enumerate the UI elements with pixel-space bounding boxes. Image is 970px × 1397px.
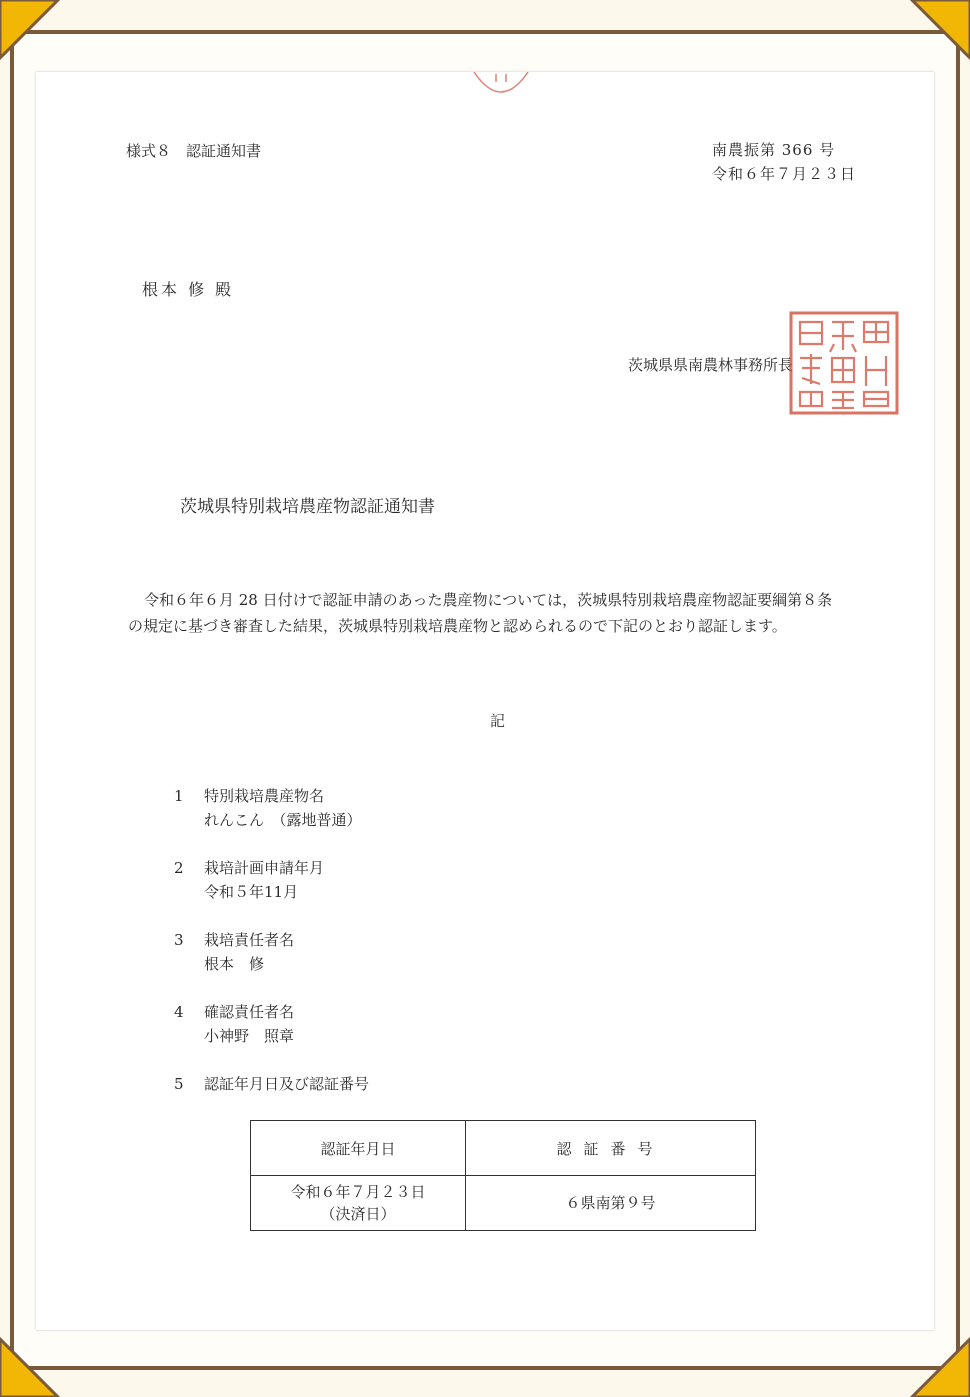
item-number: 5 bbox=[174, 1075, 184, 1093]
issue-date: 令和６年７月２３日 bbox=[712, 165, 857, 183]
table-header-row bbox=[251, 1121, 756, 1176]
item-number: 2 bbox=[174, 859, 184, 877]
corner-ornament-icon bbox=[910, 0, 970, 60]
sender-office: 茨城県県南農林事務所長 bbox=[628, 356, 794, 374]
body-line: 令和６年６月 28 日付けで認証申請のあった農産物については，茨城県特別栽培農産物認証要綱第８条 bbox=[144, 591, 833, 609]
header-cell-date: 認証年月日 bbox=[251, 1121, 466, 1176]
item-number: 4 bbox=[174, 1003, 184, 1021]
certification-table bbox=[250, 1120, 756, 1231]
partial-seal-icon bbox=[466, 72, 536, 98]
date-note: （決済日） bbox=[320, 1205, 396, 1223]
item-label: 確認責任者名 bbox=[204, 1003, 295, 1021]
item-value: れんこん （露地普通） bbox=[204, 811, 362, 829]
item-label: 栽培責任者名 bbox=[204, 931, 295, 949]
item-label: 認証年月日及び認証番号 bbox=[204, 1075, 370, 1093]
table-row bbox=[251, 1176, 756, 1231]
reference-number: 南農振第 366 号 bbox=[712, 141, 836, 159]
item-value: 小神野 照章 bbox=[204, 1027, 295, 1045]
item-number: 1 bbox=[174, 787, 184, 805]
cell-number: ６県南第９号 bbox=[466, 1176, 756, 1231]
body-text bbox=[128, 587, 888, 639]
list-item bbox=[174, 856, 324, 904]
list-item bbox=[174, 784, 362, 832]
date-value: 令和６年７月２３日 bbox=[290, 1183, 426, 1201]
corner-ornament-icon bbox=[0, 0, 60, 60]
list-item bbox=[174, 928, 294, 976]
list-item bbox=[174, 1000, 294, 1048]
body-line: の規定に基づき審査した結果，茨城県特別栽培農産物と認められるので下記のとおり認証します。 bbox=[128, 617, 787, 635]
form-label: 様式８ 認証通知書 bbox=[126, 142, 262, 160]
corner-ornament-icon bbox=[0, 1337, 60, 1397]
header-cell-number: 認証番号 bbox=[466, 1121, 756, 1176]
item-label: 栽培計画申請年月 bbox=[204, 859, 325, 877]
ki-heading: 記 bbox=[490, 712, 506, 730]
official-seal-icon bbox=[788, 310, 900, 416]
corner-ornament-icon bbox=[910, 1337, 970, 1397]
document-title: 茨城県特別栽培農産物認証通知書 bbox=[180, 497, 435, 517]
certificate-paper bbox=[36, 72, 934, 1330]
item-number: 3 bbox=[174, 931, 184, 949]
reference-block bbox=[712, 138, 856, 186]
item-label: 特別栽培農産物名 bbox=[204, 787, 325, 805]
item-value: 令和５年11月 bbox=[204, 883, 299, 901]
addressee: 根本 修 殿 bbox=[142, 280, 235, 299]
list-item bbox=[174, 1072, 369, 1096]
cell-date bbox=[251, 1176, 466, 1231]
item-value: 根本 修 bbox=[204, 955, 265, 973]
